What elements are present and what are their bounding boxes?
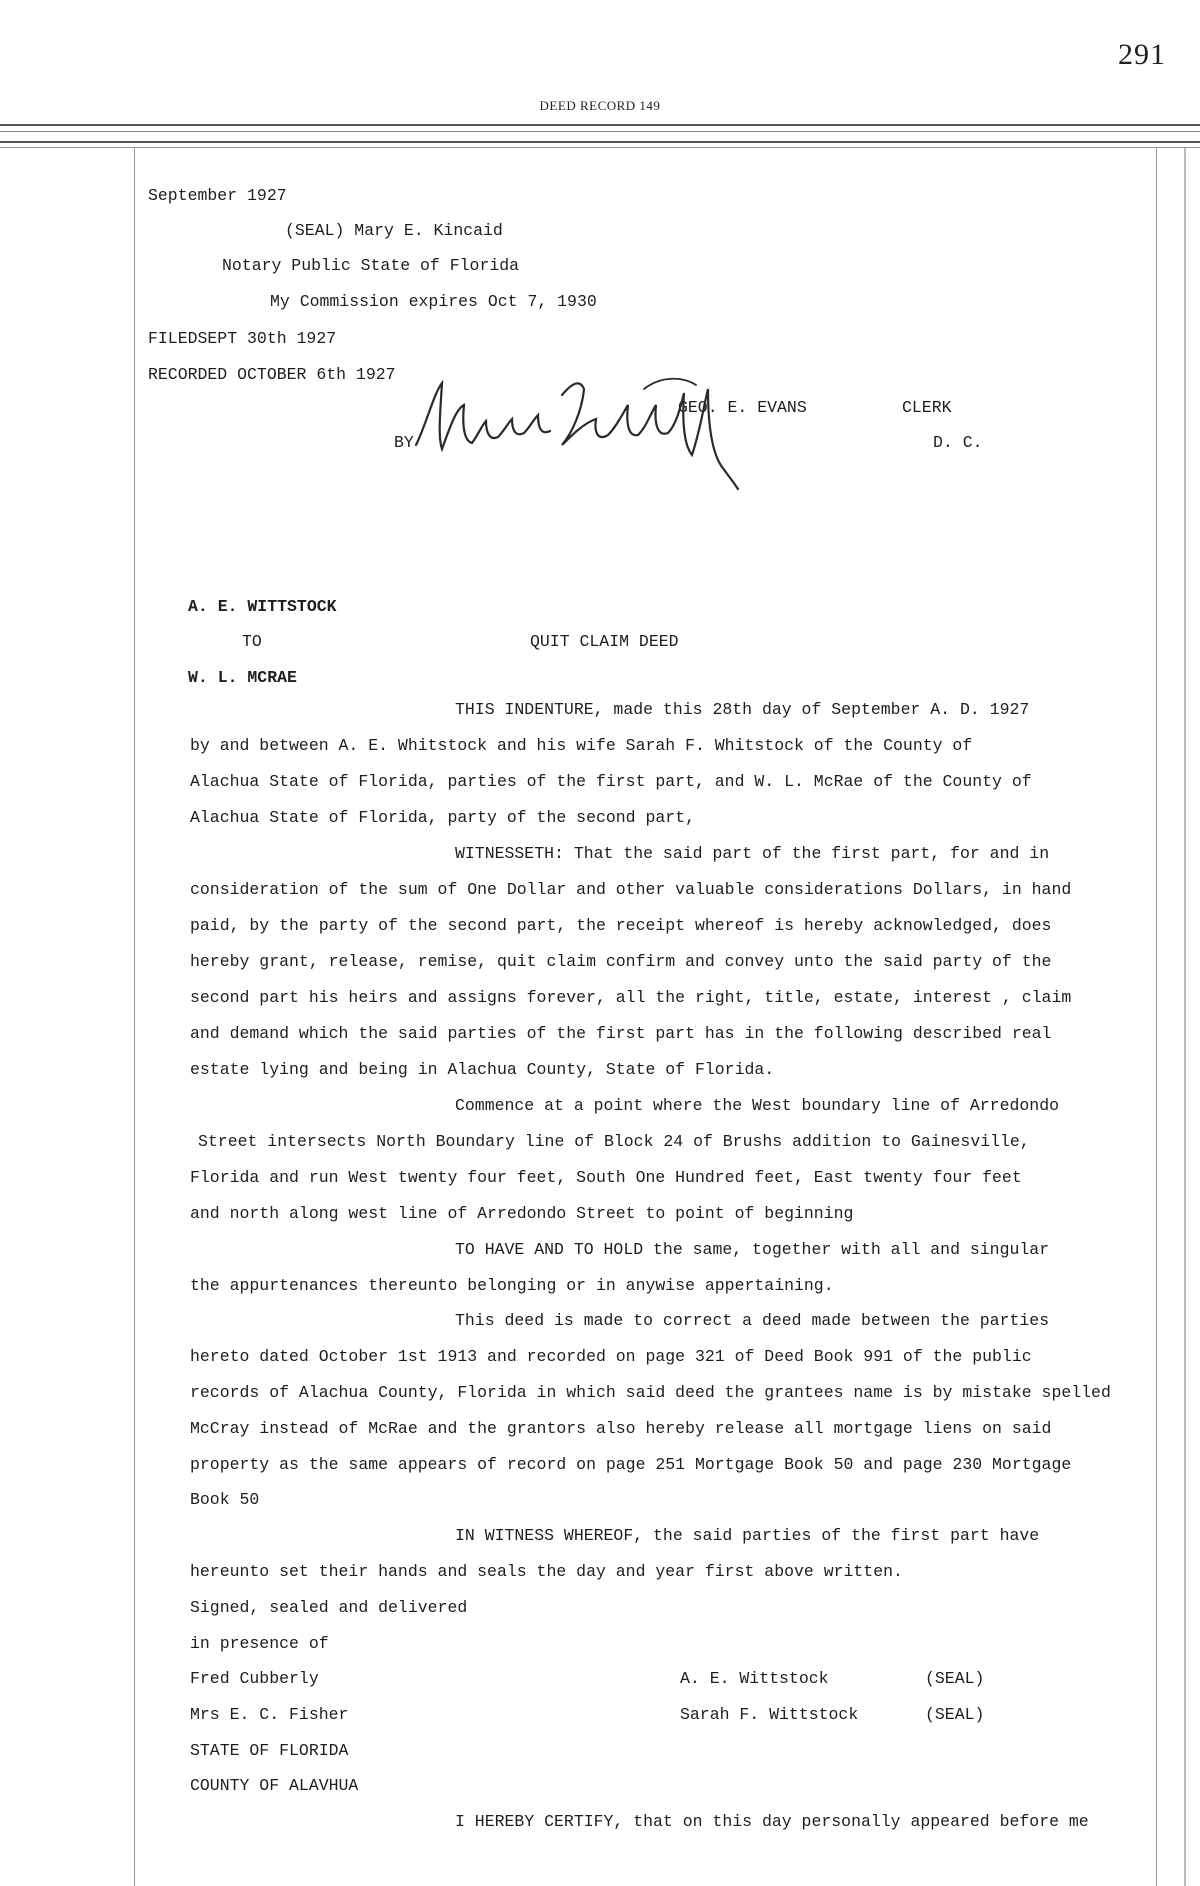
commission-line: My Commission expires Oct 7, 1930 [270, 292, 597, 311]
body-line: paid, by the party of the second part, the receipt whereof is hereby acknowledged, does [190, 916, 1052, 935]
body-line: McCray instead of McRae and the grantors also hereby release all mortgage liens on said [190, 1419, 1052, 1438]
body-line: Florida and run West twenty four feet, South One Hundred feet, East twenty four feet [190, 1168, 1022, 1187]
right-margin-line [1156, 148, 1157, 1886]
body-line: and demand which the said parties of the first part has in the following described real [190, 1024, 1052, 1043]
signer-name: A. E. Wittstock [680, 1669, 829, 1688]
left-margin-line [134, 148, 135, 1886]
notary-line: Notary Public State of Florida [222, 256, 520, 275]
clerk-name: GEO. E. EVANS [678, 398, 807, 417]
deputy-clerk-signature [412, 375, 772, 495]
header-rule [0, 131, 1200, 132]
header-rule [0, 141, 1200, 143]
body-line: estate lying and being in Alachua County, State of Florida. [190, 1060, 775, 1079]
body-line: This deed is made to correct a deed made between the parties [455, 1311, 1050, 1330]
witness-name: Mrs E. C. Fisher [190, 1705, 349, 1724]
clerk-title: CLERK [902, 398, 952, 417]
county-line: COUNTY OF ALAVHUA [190, 1776, 359, 1795]
body-line: hereto dated October 1st 1913 and recorded on page 321 of Deed Book 991 of the public [190, 1347, 1032, 1366]
filed-line: FILEDSEPT 30th 1927 [148, 329, 337, 348]
body-line: consideration of the sum of One Dollar and other valuable considerations Dollars, in hand [190, 880, 1072, 899]
grantee-name: W. L. MCRAE [188, 668, 297, 687]
running-head: DEED RECORD 149 [539, 98, 661, 113]
seal-mark: (SEAL) [925, 1705, 985, 1724]
body-line: records of Alachua County, Florida in which said deed the grantees name is by mistake spelled [190, 1383, 1111, 1402]
body-line: and north along west line of Arredondo Street to point of beginning [190, 1204, 854, 1223]
body-line: property as the same appears of record on page 251 Mortgage Book 50 and page 230 Mortgage [190, 1455, 1072, 1474]
body-line: by and between A. E. Whitstock and his wife Sarah F. Whitstock of the County of [190, 736, 973, 755]
body-line: WITNESSETH: That the said part of the first part, for and in [455, 844, 1050, 863]
header-rule [0, 124, 1200, 126]
body-line: Street intersects North Boundary line of Block 24 of Brushs addition to Gainesville, [198, 1132, 1030, 1151]
body-line: in presence of [190, 1634, 329, 1653]
body-line: second part his heirs and assigns forever, all the right, title, estate, interest , claim [190, 988, 1072, 1007]
witness-name: Fred Cubberly [190, 1669, 319, 1688]
by-label: BY [394, 433, 414, 452]
certify-line: I HEREBY CERTIFY, that on this day personally appeared before me [455, 1812, 1089, 1831]
body-line: Signed, sealed and delivered [190, 1598, 468, 1617]
body-line: hereby grant, release, remise, quit claim confirm and convey unto the said party of the [190, 952, 1052, 971]
body-line: Alachua State of Florida, parties of the first part, and W. L. McRae of the County of [190, 772, 1032, 791]
body-line: Book 50 [190, 1490, 260, 1509]
page-number: 291 [1118, 38, 1166, 71]
deputy-title: D. C. [933, 433, 983, 452]
body-line: Alachua State of Florida, party of the second part, [190, 808, 695, 827]
deed-type: QUIT CLAIM DEED [530, 632, 679, 651]
body-line: THIS INDENTURE, made this 28th day of September A. D. 1927 [455, 700, 1030, 719]
body-line: Commence at a point where the West boundary line of Arredondo [455, 1096, 1059, 1115]
signer-name: Sarah F. Wittstock [680, 1705, 859, 1724]
body-line: TO HAVE AND TO HOLD the same, together with all and singular [455, 1240, 1050, 1259]
state-line: STATE OF FLORIDA [190, 1741, 349, 1760]
seal-line: (SEAL) Mary E. Kincaid [285, 221, 503, 240]
recorded-line: RECORDED OCTOBER 6th 1927 [148, 365, 396, 384]
body-line: the appurtenances thereunto belonging or in anywise appertaining. [190, 1276, 834, 1295]
header-rule [0, 147, 1200, 148]
seal-mark: (SEAL) [925, 1669, 985, 1688]
body-line: hereunto set their hands and seals the day and year first above written. [190, 1562, 903, 1581]
to-label: TO [242, 632, 262, 651]
grantor-name: A. E. WITTSTOCK [188, 597, 337, 616]
page-edge-line [1184, 148, 1186, 1886]
date-line: September 1927 [148, 186, 287, 205]
body-line: IN WITNESS WHEREOF, the said parties of the first part have [455, 1526, 1040, 1545]
